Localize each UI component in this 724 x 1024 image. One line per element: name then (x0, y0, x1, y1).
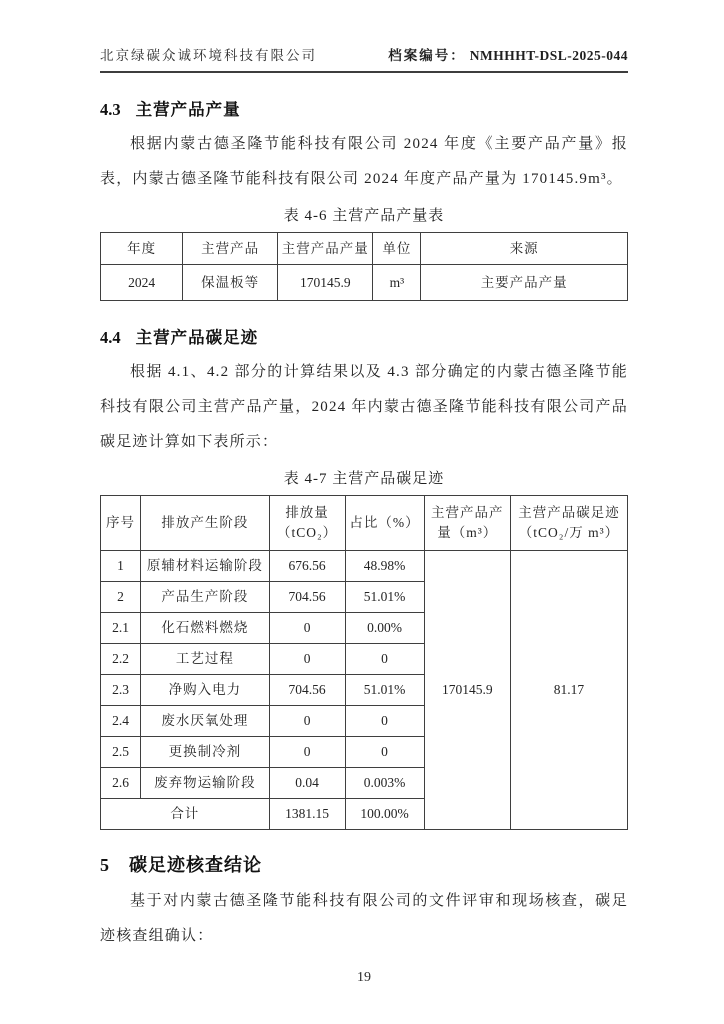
cell-emission: 0.04 (269, 768, 345, 799)
doc-number-value: NMHHHT-DSL-2025-044 (469, 48, 628, 63)
cell-no: 2.2 (101, 644, 141, 675)
cell-share: 51.01% (345, 582, 424, 613)
section-4-4-title: 主营产品碳足迹 (135, 328, 259, 347)
cell-share: 0 (345, 644, 424, 675)
cell-source: 主要产品产量 (421, 265, 628, 301)
section-4-3-heading (100, 96, 628, 120)
cell-no: 2.1 (101, 613, 141, 644)
cell-no: 2.6 (101, 768, 141, 799)
table-row (101, 551, 628, 582)
column-header: 主营产品 (183, 233, 278, 265)
header-doc-number (388, 44, 628, 64)
cell-volume: 170145.9 (278, 265, 373, 301)
cell-emission: 676.56 (269, 551, 345, 582)
table-4-6 (100, 232, 628, 301)
cell-share: 0 (345, 737, 424, 768)
cell-stage: 产品生产阶段 (141, 582, 270, 613)
table-4-7 (100, 495, 628, 830)
column-header: 序号 (101, 496, 141, 551)
cell-share: 48.98% (345, 551, 424, 582)
cell-no: 2.4 (101, 706, 141, 737)
cell-no: 2 (101, 582, 141, 613)
column-header: 单位 (373, 233, 421, 265)
section-5-heading (100, 851, 628, 877)
table-4-7-header-row (101, 496, 628, 551)
doc-number-label: 档案编号： (388, 48, 466, 63)
section-4-4-number: 4.4 (100, 328, 121, 347)
cell-stage: 废弃物运输阶段 (141, 768, 270, 799)
cell-production-volume-merged: 170145.9 (424, 551, 510, 830)
section-4-3-title: 主营产品产量 (135, 100, 241, 119)
section-4-4-heading (100, 324, 628, 348)
cell-total-share: 100.00% (345, 799, 424, 830)
cell-share: 51.01% (345, 675, 424, 706)
section-5-number: 5 (100, 855, 109, 875)
cell-emission: 704.56 (269, 675, 345, 706)
cell-emission: 0 (269, 706, 345, 737)
cell-no: 1 (101, 551, 141, 582)
cell-stage: 废水厌氧处理 (141, 706, 270, 737)
page-header (100, 44, 628, 73)
cell-stage: 净购入电力 (141, 675, 270, 706)
column-header: 年度 (101, 233, 183, 265)
cell-total-emission: 1381.15 (269, 799, 345, 830)
cell-share: 0.003% (345, 768, 424, 799)
section-4-3-number: 4.3 (100, 100, 121, 119)
cell-product: 保温板等 (183, 265, 278, 301)
cell-total-label: 合计 (101, 799, 270, 830)
cell-stage: 工艺过程 (141, 644, 270, 675)
page-number: 19 (357, 970, 371, 985)
cell-carbon-footprint-merged: 81.17 (510, 551, 627, 830)
section-4-4-paragraph: 根据 4.1、4.2 部分的计算结果以及 4.3 部分确定的内蒙古德圣隆节能科技有限公司主营产品产量，2024 年内蒙古德圣隆节能科技有限公司产品碳足迹计算如下表所示： (100, 364, 628, 450)
cell-emission: 0 (269, 644, 345, 675)
header-company-name: 北京绿碳众诚环境科技有限公司 (100, 48, 317, 63)
column-header: 来源 (421, 233, 628, 265)
cell-share: 0.00% (345, 613, 424, 644)
cell-unit: m³ (373, 265, 421, 301)
table-4-6-header-row (101, 233, 628, 265)
cell-emission: 704.56 (269, 582, 345, 613)
column-header: 占比（%） (345, 496, 424, 551)
table-row (101, 265, 628, 301)
cell-no: 2.3 (101, 675, 141, 706)
page-footer (100, 970, 628, 986)
cell-stage: 原辅材料运输阶段 (141, 551, 270, 582)
column-header: 排放产生阶段 (141, 496, 270, 551)
cell-emission: 0 (269, 737, 345, 768)
column-header: 主营产品产 量（m³） (424, 496, 510, 551)
cell-share: 0 (345, 706, 424, 737)
section-4-3-paragraph: 根据内蒙古德圣隆节能科技有限公司 2024 年度《主要产品产量》报表，内蒙古德圣隆节能科技有限公司 2024 年度产品产量为 170145.9m³。 (100, 136, 628, 187)
cell-stage: 更换制冷剂 (141, 737, 270, 768)
column-header: 主营产品产量 (278, 233, 373, 265)
cell-stage: 化石燃料燃烧 (141, 613, 270, 644)
cell-no: 2.5 (101, 737, 141, 768)
section-5-paragraph: 基于对内蒙古德圣隆节能科技有限公司的文件评审和现场核查，碳足迹核查组确认： (100, 893, 628, 944)
cell-emission: 0 (269, 613, 345, 644)
table-4-7-caption: 表 4-7 主营产品碳足迹 (283, 471, 445, 487)
table-4-6-caption: 表 4-6 主营产品产量表 (283, 208, 445, 224)
column-header: 排放量 （tCO₂） (269, 496, 345, 551)
section-5-title: 碳足迹核查结论 (129, 855, 262, 875)
column-header: 主营产品碳足迹 （tCO₂/万 m³） (510, 496, 627, 551)
cell-year: 2024 (101, 265, 183, 301)
